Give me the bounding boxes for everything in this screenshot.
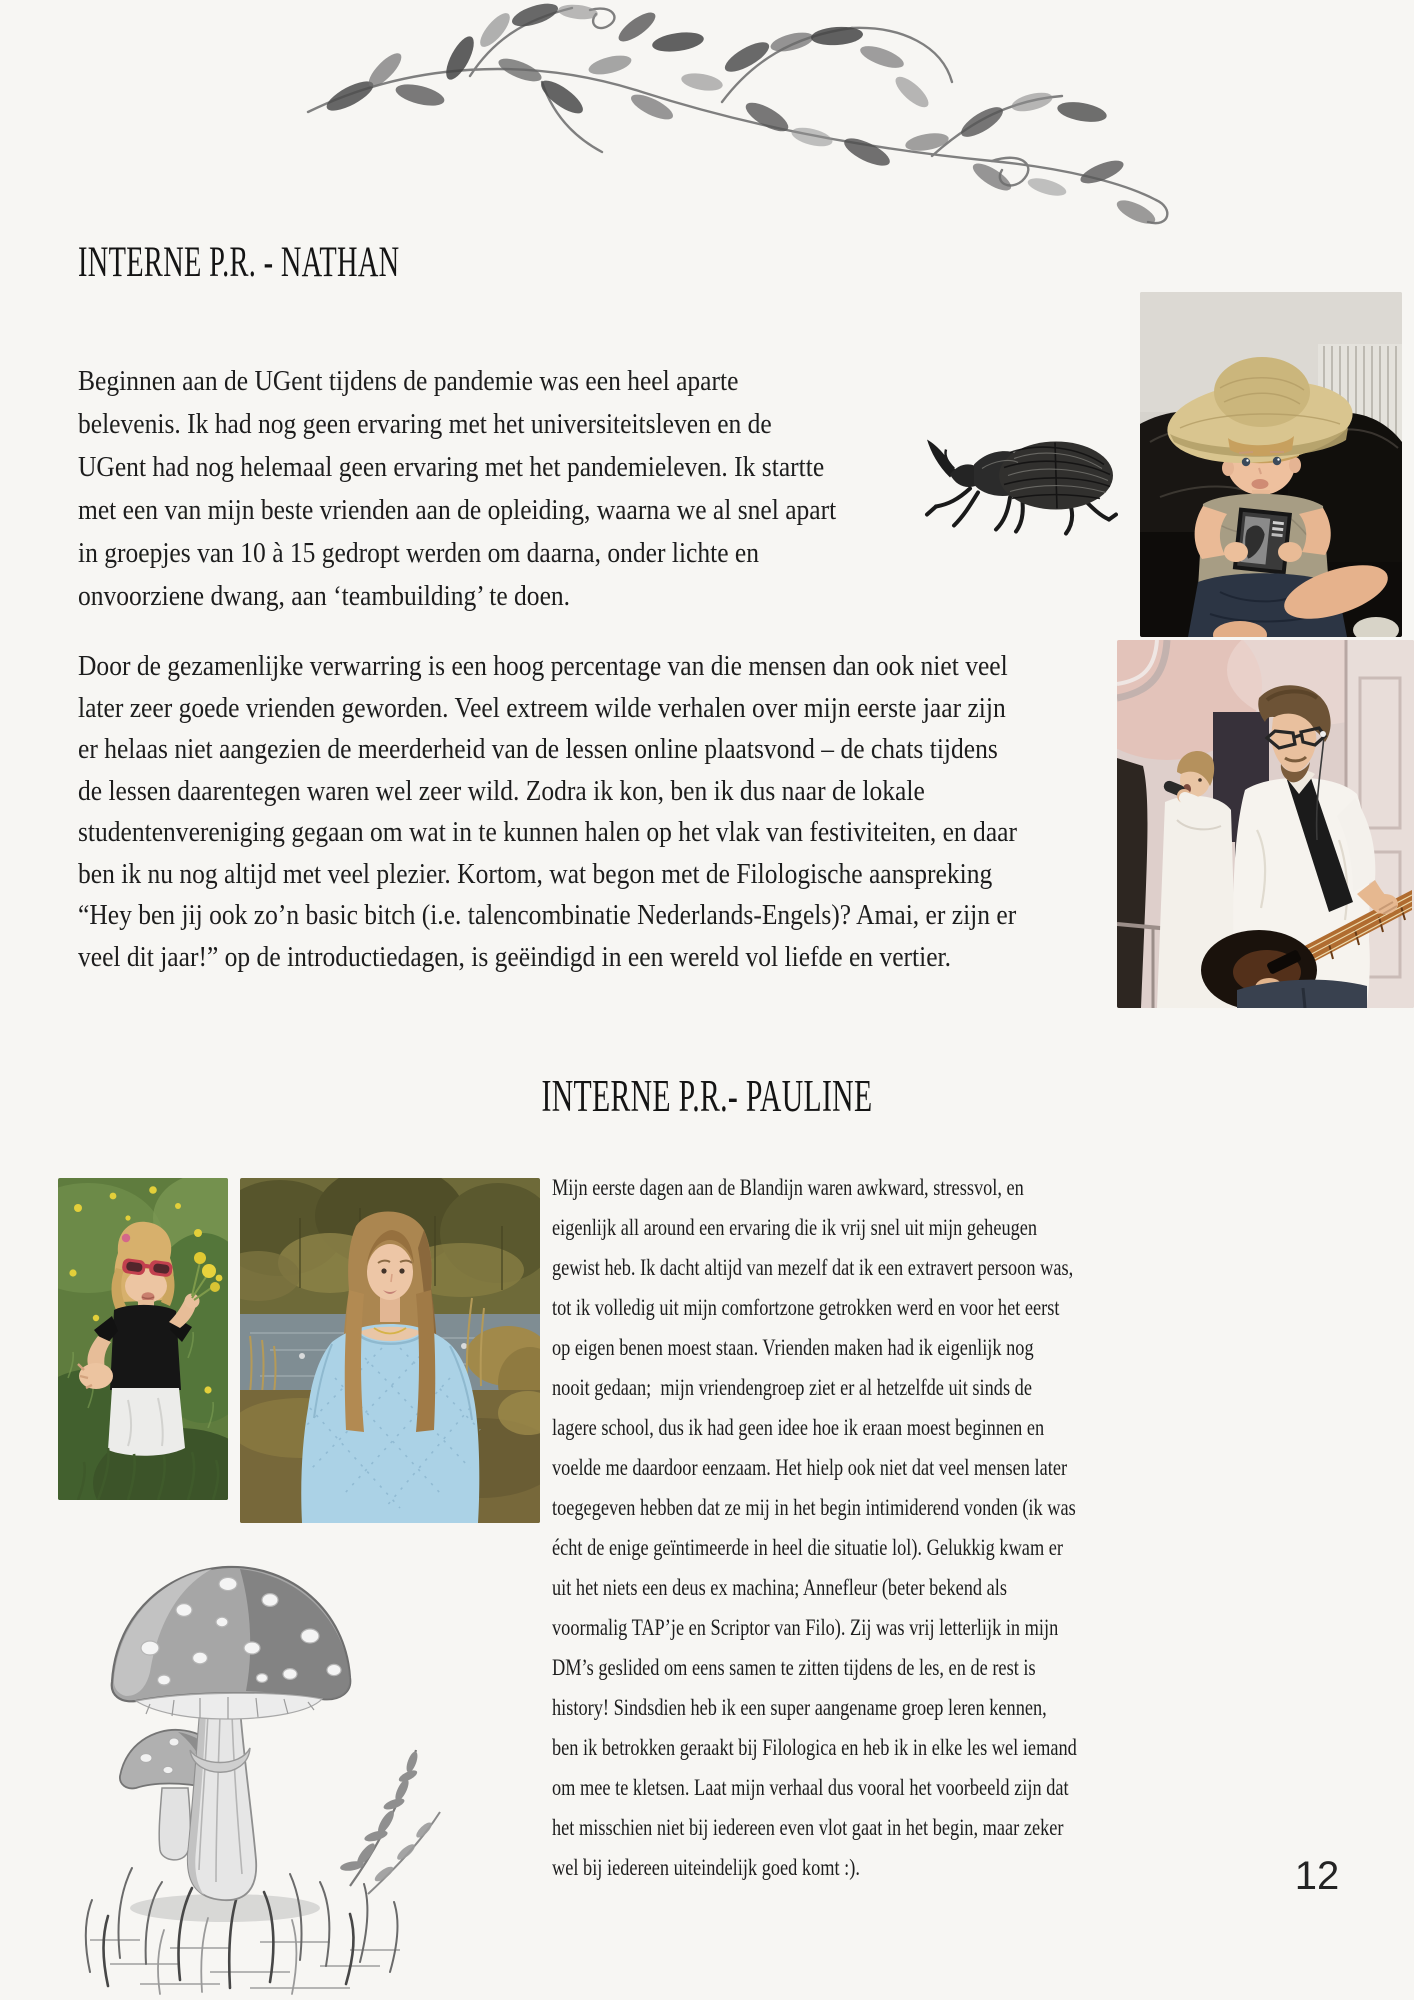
text-line: om mee te kletsen. Laat mijn verhaal dus vooral het voorbeeld zijn dat (552, 1775, 1069, 1801)
text-line: ben ik nu nog altijd met veel plezier. Kortom, wat begon met de Filologische aanspreking (78, 857, 993, 890)
text-line: op eigen benen moest staan. Vrienden maken had ik eigenlijk nog (552, 1335, 1034, 1361)
text-line: Door de gezamenlijke verwarring is een hoog percentage van die mensen dan ook niet veel (78, 650, 1008, 682)
text-line: toegegeven hebben dat ze mij in het begin intimiderend vonden (ik was (552, 1495, 1076, 1521)
text-line: onvoorziene dwang, aan ‘teambuilding’ te doen. (78, 580, 571, 612)
text-line: “Hey ben jij ook zo’n basic bitch (i.e. talencombinatie Nederlands-Engels)? Amai, er zijn er (78, 899, 1017, 931)
text-line: ben ik betrokken geraakt bij Filologica en heb ik in elke les wel iemand (552, 1735, 1077, 1761)
child-photo (1140, 292, 1402, 637)
bass-player-photo (1117, 640, 1414, 1008)
text-line: voormalig TAP’je en Scriptor van Filo). Zij was vrij letterlijk in mijn (552, 1615, 1059, 1641)
text-line: voelde me daardoor eenzaam. Het hielp ook niet dat veel mensen later (552, 1455, 1068, 1481)
text-line: Mijn eerste dagen aan de Blandijn waren awkward, stressvol, en (552, 1175, 1024, 1201)
nathan-paragraph-2 (78, 646, 1017, 978)
text-line: gewist heb. Ik dacht altijd van mezelf dat ik een extravert persoon was, (552, 1255, 1074, 1281)
woman-photo (240, 1178, 540, 1523)
text-line: de lessen daarentegen waren wel zeer wild. Zodra ik kon, ben ik dus naar de lokale (78, 774, 925, 807)
text-line: uit het niets een deus ex machina; Annefleur (beter bekend als (552, 1575, 1008, 1601)
beetle-illustration (918, 410, 1118, 540)
text-line: UGent had nog helemaal geen ervaring met het pandemieleven. Ik startte (78, 451, 825, 483)
text-line: écht de enige geïntimeerde in heel die situatie lol). Gelukkig kwam er (552, 1535, 1064, 1561)
text-line: belevenis. Ik had nog geen ervaring met het universiteitsleven en de (78, 408, 772, 440)
vine-illustration (290, 0, 1170, 270)
text-line: history! Sindsdien heb ik een super aangename groep leren kennen, (552, 1695, 1047, 1721)
pauline-paragraph (552, 1168, 1077, 1888)
text-line: met een van mijn beste vrienden aan de opleiding, waarna we al snel apart (78, 494, 837, 526)
text-line: later zeer goede vrienden geworden. Veel extreem wilde verhalen over mijn eerste jaar zijn (78, 691, 1006, 724)
text-line: nooit gedaan; mijn vriendengroep ziet er al hetzelfde uit sinds de (552, 1375, 1032, 1401)
text-line: tot ik volledig uit mijn comfortzone getrokken werd en voor het eerst (552, 1295, 1060, 1321)
text-line: het misschien niet bij iedereen even vlot gaat in het begin, maar zeker (552, 1815, 1064, 1841)
text-line: veel dit jaar!” op de introductiedagen, is geëindigd in een wereld vol liefde en vertier. (78, 940, 952, 973)
text-line: er helaas niet aangezien de meerderheid van de lessen online plaatsvond – de chats tijdens (78, 733, 998, 765)
nathan-paragraph-1 (78, 360, 836, 618)
text-line: in groepjes van 10 à 15 gedropt werden om daarna, onder lichte en (78, 537, 760, 569)
page-number: 12 (1294, 1854, 1340, 1898)
text-line: Beginnen aan de UGent tijdens de pandemie was een heel aparte (78, 365, 739, 397)
text-line: wel bij iedereen uiteindelijk goed komt :). (552, 1855, 860, 1881)
girl-photo (58, 1178, 228, 1500)
section-heading-nathan: INTERNE P.R. - NATHAN (78, 239, 400, 286)
section-heading-pauline: INTERNE P.R.- PAULINE (541, 1071, 873, 1121)
text-line: DM’s geslided om eens samen te zitten tijdens de les, en de rest is (552, 1655, 1036, 1681)
text-line: lagere school, dus ik had geen idee hoe ik eraan moest beginnen en (552, 1415, 1045, 1441)
mushroom-illustration (50, 1552, 450, 2000)
text-line: eigenlijk all around een ervaring die ik vrij snel uit mijn geheugen (552, 1215, 1038, 1241)
text-line: studentenvereniging gegaan om wat in te kunnen halen op het vlak van festiviteiten, en daar (78, 816, 1017, 848)
